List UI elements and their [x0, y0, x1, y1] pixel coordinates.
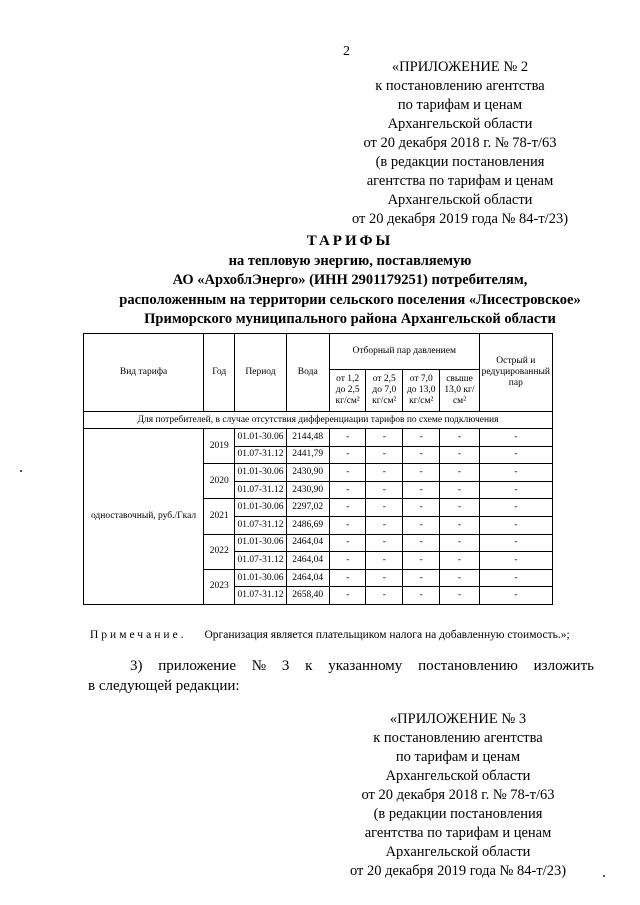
- header-pressure-2: от 2,5 до 7,0 кг/см²: [366, 370, 403, 412]
- para-word: к: [305, 658, 313, 674]
- dash-cell: -: [366, 534, 403, 552]
- appendix-line: по тарифам и ценам: [397, 97, 523, 113]
- note: [90, 629, 570, 641]
- dash-cell: -: [366, 464, 403, 482]
- dash-cell: -: [403, 464, 440, 482]
- period-cell: 01.01-30.06: [235, 569, 286, 587]
- dash-cell: -: [440, 534, 479, 552]
- dash-cell: -: [403, 569, 440, 587]
- header-sharp-steam: Острый и редуцированный пар: [479, 334, 552, 412]
- water-value-cell: 2658,40: [286, 587, 329, 605]
- dash-cell: -: [366, 552, 403, 570]
- tariff-table: [83, 333, 553, 605]
- dash-cell: -: [440, 516, 479, 534]
- water-value-cell: 2430,90: [286, 481, 329, 499]
- dash-cell: -: [403, 534, 440, 552]
- water-value-cell: 2464,04: [286, 569, 329, 587]
- year-cell: 2021: [204, 499, 235, 534]
- scan-speck: [20, 470, 22, 472]
- dash-cell: -: [479, 587, 552, 605]
- dash-cell: -: [479, 552, 552, 570]
- dash-cell: -: [479, 464, 552, 482]
- dash-cell: -: [479, 516, 552, 534]
- header-water: Вода: [286, 334, 329, 412]
- title-line: расположенным на территории сельского поселения «Лисестровское»: [119, 291, 581, 308]
- dash-cell: -: [329, 446, 366, 464]
- scan-speck: [603, 875, 605, 877]
- appendix-line: к постановлению агентства: [373, 730, 543, 746]
- appendix-line: (в редакции постановления: [375, 154, 545, 170]
- header-period: Период: [235, 334, 286, 412]
- dash-cell: -: [479, 481, 552, 499]
- title-line: АО «АрхоблЭнерго» (ИНН 2901179251) потребителям,: [172, 272, 528, 288]
- dash-cell: -: [329, 499, 366, 517]
- appendix-header-3: [308, 710, 608, 881]
- year-cell: 2022: [204, 534, 235, 569]
- note-text: Организация является плательщиком налога на добавленную стоимость.»;: [204, 629, 570, 641]
- header-pressure-1: от 1,2 до 2,5 кг/см²: [329, 370, 366, 412]
- water-value-cell: 2464,04: [286, 552, 329, 570]
- dash-cell: -: [479, 569, 552, 587]
- dash-cell: -: [366, 499, 403, 517]
- appendix-line: от 20 декабря 2019 года № 84-т/23): [349, 863, 567, 879]
- water-value-cell: 2464,04: [286, 534, 329, 552]
- dash-cell: -: [366, 446, 403, 464]
- header-pressure-4: свыше 13,0 кг/см²: [440, 370, 479, 412]
- dash-cell: -: [366, 429, 403, 447]
- dash-cell: -: [479, 534, 552, 552]
- dash-cell: -: [329, 516, 366, 534]
- period-cell: 01.01-30.06: [235, 534, 286, 552]
- water-value-cell: 2486,69: [286, 516, 329, 534]
- para-word: 3): [130, 658, 143, 674]
- dash-cell: -: [440, 552, 479, 570]
- appendix-line: от 20 декабря 2018 г. № 78-т/63: [361, 787, 555, 803]
- page-number: 2: [343, 44, 350, 59]
- amendment-paragraph: [88, 656, 594, 696]
- dash-cell: -: [440, 446, 479, 464]
- tariff-type-cell: одноставочный, руб./Гкал: [84, 429, 204, 605]
- document-title: [60, 232, 640, 330]
- section-row: Для потребителей, в случае отсутствия дифференциации тарифов по схеме подключения: [84, 412, 553, 429]
- para-word: 3: [281, 658, 290, 674]
- header-steam: Отборный пар давлением: [329, 334, 479, 370]
- dash-cell: -: [440, 481, 479, 499]
- dash-cell: -: [403, 587, 440, 605]
- period-cell: 01.07-31.12: [235, 552, 286, 570]
- appendix-line: от 20 декабря 2018 г. № 78-т/63: [363, 135, 557, 151]
- dash-cell: -: [440, 569, 479, 587]
- appendix-line: «ПРИЛОЖЕНИЕ № 3: [389, 711, 527, 727]
- table-row: [84, 429, 553, 447]
- dash-cell: -: [329, 429, 366, 447]
- title-heading: ТАРИФЫ: [306, 233, 394, 249]
- appendix-line: агентства по тарифам и ценам: [364, 825, 552, 841]
- dash-cell: -: [366, 481, 403, 499]
- water-value-cell: 2144,48: [286, 429, 329, 447]
- dash-cell: -: [440, 587, 479, 605]
- dash-cell: -: [329, 569, 366, 587]
- year-cell: 2019: [204, 429, 235, 464]
- period-cell: 01.07-31.12: [235, 481, 286, 499]
- header-pressure-3: от 7,0 до 13,0 кг/см²: [403, 370, 440, 412]
- para-word: постановлению: [418, 658, 518, 674]
- appendix-line: к постановлению агентства: [375, 78, 545, 94]
- water-value-cell: 2441,79: [286, 446, 329, 464]
- para-word: указанному: [328, 658, 403, 674]
- dash-cell: -: [329, 534, 366, 552]
- dash-cell: -: [366, 587, 403, 605]
- dash-cell: -: [479, 446, 552, 464]
- title-line: Приморского муниципального района Архангельской области: [144, 311, 556, 327]
- appendix-line: Архангельской области: [385, 844, 531, 860]
- dash-cell: -: [366, 569, 403, 587]
- header-year: Год: [204, 334, 235, 412]
- appendix-line: Архангельской области: [387, 116, 533, 132]
- water-value-cell: 2297,02: [286, 499, 329, 517]
- period-cell: 01.07-31.12: [235, 516, 286, 534]
- appendix-line: (в редакции постановления: [373, 806, 543, 822]
- dash-cell: -: [403, 499, 440, 517]
- dash-cell: -: [329, 552, 366, 570]
- dash-cell: -: [403, 429, 440, 447]
- para-word: изложить: [533, 658, 594, 674]
- dash-cell: -: [440, 429, 479, 447]
- period-cell: 01.01-30.06: [235, 429, 286, 447]
- dash-cell: -: [440, 464, 479, 482]
- period-cell: 01.07-31.12: [235, 587, 286, 605]
- water-value-cell: 2430,90: [286, 464, 329, 482]
- title-line: на тепловую энергию, поставляемую: [228, 252, 472, 269]
- dash-cell: -: [329, 587, 366, 605]
- period-cell: 01.01-30.06: [235, 499, 286, 517]
- appendix-line: Архангельской области: [387, 192, 533, 208]
- appendix-line: Архангельской области: [385, 768, 531, 784]
- period-cell: 01.01-30.06: [235, 464, 286, 482]
- header-tariff-type: Вид тарифа: [84, 334, 204, 412]
- para-word: №: [251, 658, 267, 674]
- dash-cell: -: [403, 516, 440, 534]
- year-cell: 2023: [204, 569, 235, 604]
- dash-cell: -: [403, 446, 440, 464]
- dash-cell: -: [366, 516, 403, 534]
- para-line2: в следующей редакции:: [88, 678, 240, 694]
- appendix-line: по тарифам и ценам: [395, 749, 521, 765]
- dash-cell: -: [329, 481, 366, 499]
- period-cell: 01.07-31.12: [235, 446, 286, 464]
- dash-cell: -: [479, 429, 552, 447]
- appendix-line: агентства по тарифам и ценам: [366, 173, 554, 189]
- dash-cell: -: [403, 552, 440, 570]
- year-cell: 2020: [204, 464, 235, 499]
- dash-cell: -: [403, 481, 440, 499]
- appendix-line: «ПРИЛОЖЕНИЕ № 2: [391, 59, 529, 75]
- appendix-header-2: [310, 58, 610, 229]
- dash-cell: -: [479, 499, 552, 517]
- dash-cell: -: [440, 499, 479, 517]
- note-label: Примечание.: [90, 629, 187, 641]
- para-word: приложение: [158, 658, 236, 674]
- dash-cell: -: [329, 464, 366, 482]
- appendix-line: от 20 декабря 2019 года № 84-т/23): [351, 211, 569, 227]
